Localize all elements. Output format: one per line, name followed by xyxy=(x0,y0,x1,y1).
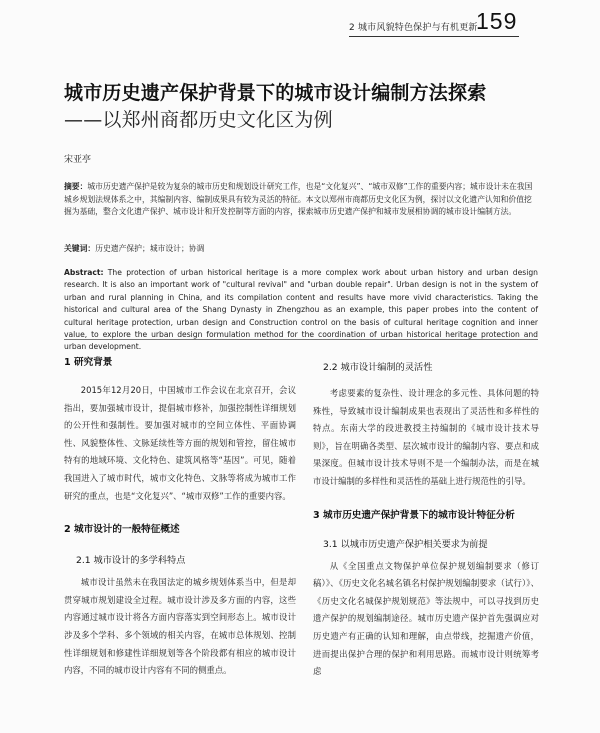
author-name: 宋亚亭 xyxy=(64,155,92,165)
abstract-en-text: The protection of urban historical heritage is a more complex work about urban history and urban design research. It is also an important work of "cultural revival" and "urban double repair". Urban design is not in the system of urban and rural planning in China, and its compilation content and results have more vivid characteristics. Taking the historical and cultural area of the Shang Dynasty in Zhengzhou as an example, this paper probes into the content of cultural heritage protection, urban design and Construction control on the basis of cultural heritage cognition and inner value, to explore the urban design formulation method for the coordination of urban historical heritage protection and urban development. xyxy=(64,268,538,352)
section-2-1-body: 城市设计虽然未在我国法定的城乡规划体系当中，但是却贯穿城市规划建设全过程。城市设计涉及多方面的内容，这些内容通过城市设计将各方面内容落实到空间形态上。城市设计涉及多个学科、多个领域的相关内容，在城市总体规划、控制性详细规划和修建性详细规划等各个阶段都有相应的城市设计内容，不同的城市设计内容有不同的侧重点。 xyxy=(64,577,296,676)
abstract-en-label: Abstract: xyxy=(64,268,104,277)
left-column xyxy=(64,355,296,680)
keywords xyxy=(64,243,538,256)
header-rule xyxy=(349,36,519,37)
section-1-body: 2015年12月20日，中国城市工作会议在北京召开，会议指出，要加强城市设计，提倡城市修补，加强控制性详细规划的公开性和强制性。要加强对城市的空间立体性、平面协调性、风貌整体性、文脉延续性等方面的规划和管控，留住城市特有的地域环境、文化特色、建筑风格等“基因”。可见，随着我国进入了城市时代，城市文化特色、文脉等将成为城市工作研究的重点，也是“文化复兴”、“城市双修”工作的重要内容。 xyxy=(64,385,296,501)
section-2-2-heading: 2.2 城市设计编制的灵活性 xyxy=(323,362,433,373)
keywords-label: 关键词： xyxy=(64,244,96,253)
section-2-heading: 2 城市设计的一般特征概述 xyxy=(64,524,180,536)
article-subtitle: ——以郑州商都历史文化区为例 xyxy=(64,109,333,131)
page-number: 159 xyxy=(476,8,518,34)
keywords-text: 历史遗产保护；城市设计；协调 xyxy=(95,244,205,253)
section-3-1-heading: 3.1 以城市历史遗产保护相关要求为前提 xyxy=(323,538,488,550)
section-2-1-heading: 2.1 城市设计的多学科特点 xyxy=(76,555,186,567)
right-column xyxy=(313,361,539,681)
section-3-heading: 3 城市历史遗产保护背景下的城市设计特征分析 xyxy=(313,509,515,521)
section-2-2-body: 考虑要素的复杂性、设计理念的多元性、具体问题的特殊性，导致城市设计编制成果也表现出了灵活性和多样性的特点。东南大学的段进教授主持编制的《城市设计技术导则》，旨在明确各类型、层次城市设计的编制内容、要点和成果深度。但城市设计技术导则不是一个编制办法，而是在城市设计编制的多样性和灵活性的基础上进行规范性的引导。 xyxy=(313,388,539,486)
abstract-cn-text: 城市历史遗产保护是较为复杂的城市历史和规划设计研究工作，也是“文化复兴”、“城市双修”工作的重要内容；城市设计未在我国城乡规划法规体系之中，其编制内容、编制成果具有较为灵活的特征。本文以郑州市商都历史文化区为例，探讨以文化遗产认知和价值挖掘为基础，整合文化遗产保护、城市设计和开发控制等方面的内容，探索城市历史遗产保护和城市发展相协调的城市设计编制方法。 xyxy=(64,182,533,217)
section-3-1-body: 从《全国重点文物保护单位保护规划编制要求（修订稿）》、《历史文化名城名镇名村保护规划编制要求（试行）》、《历史文化名城保护规划规范》等法规中，可以寻找到历史遗产保护的规划编制途径。城市历史遗产保护首先强调应对历史遗产有正确的认知和理解，由点带线，挖掘遗产价值，进而提出保护合理的保护和利用思路。而城市设计则统筹考虑 xyxy=(313,560,539,677)
running-header-section: 2 城市风貌特色保护与有机更新 xyxy=(349,23,478,33)
article-title: 城市历史遗产保护背景下的城市设计编制方法探索 xyxy=(64,82,487,104)
abstract-en xyxy=(64,267,538,354)
abstract-cn-label: 摘要： xyxy=(64,182,88,191)
abstract-divider xyxy=(64,339,538,340)
section-1-heading: 1 研究背景 xyxy=(64,357,113,368)
abstract-cn xyxy=(64,181,538,219)
